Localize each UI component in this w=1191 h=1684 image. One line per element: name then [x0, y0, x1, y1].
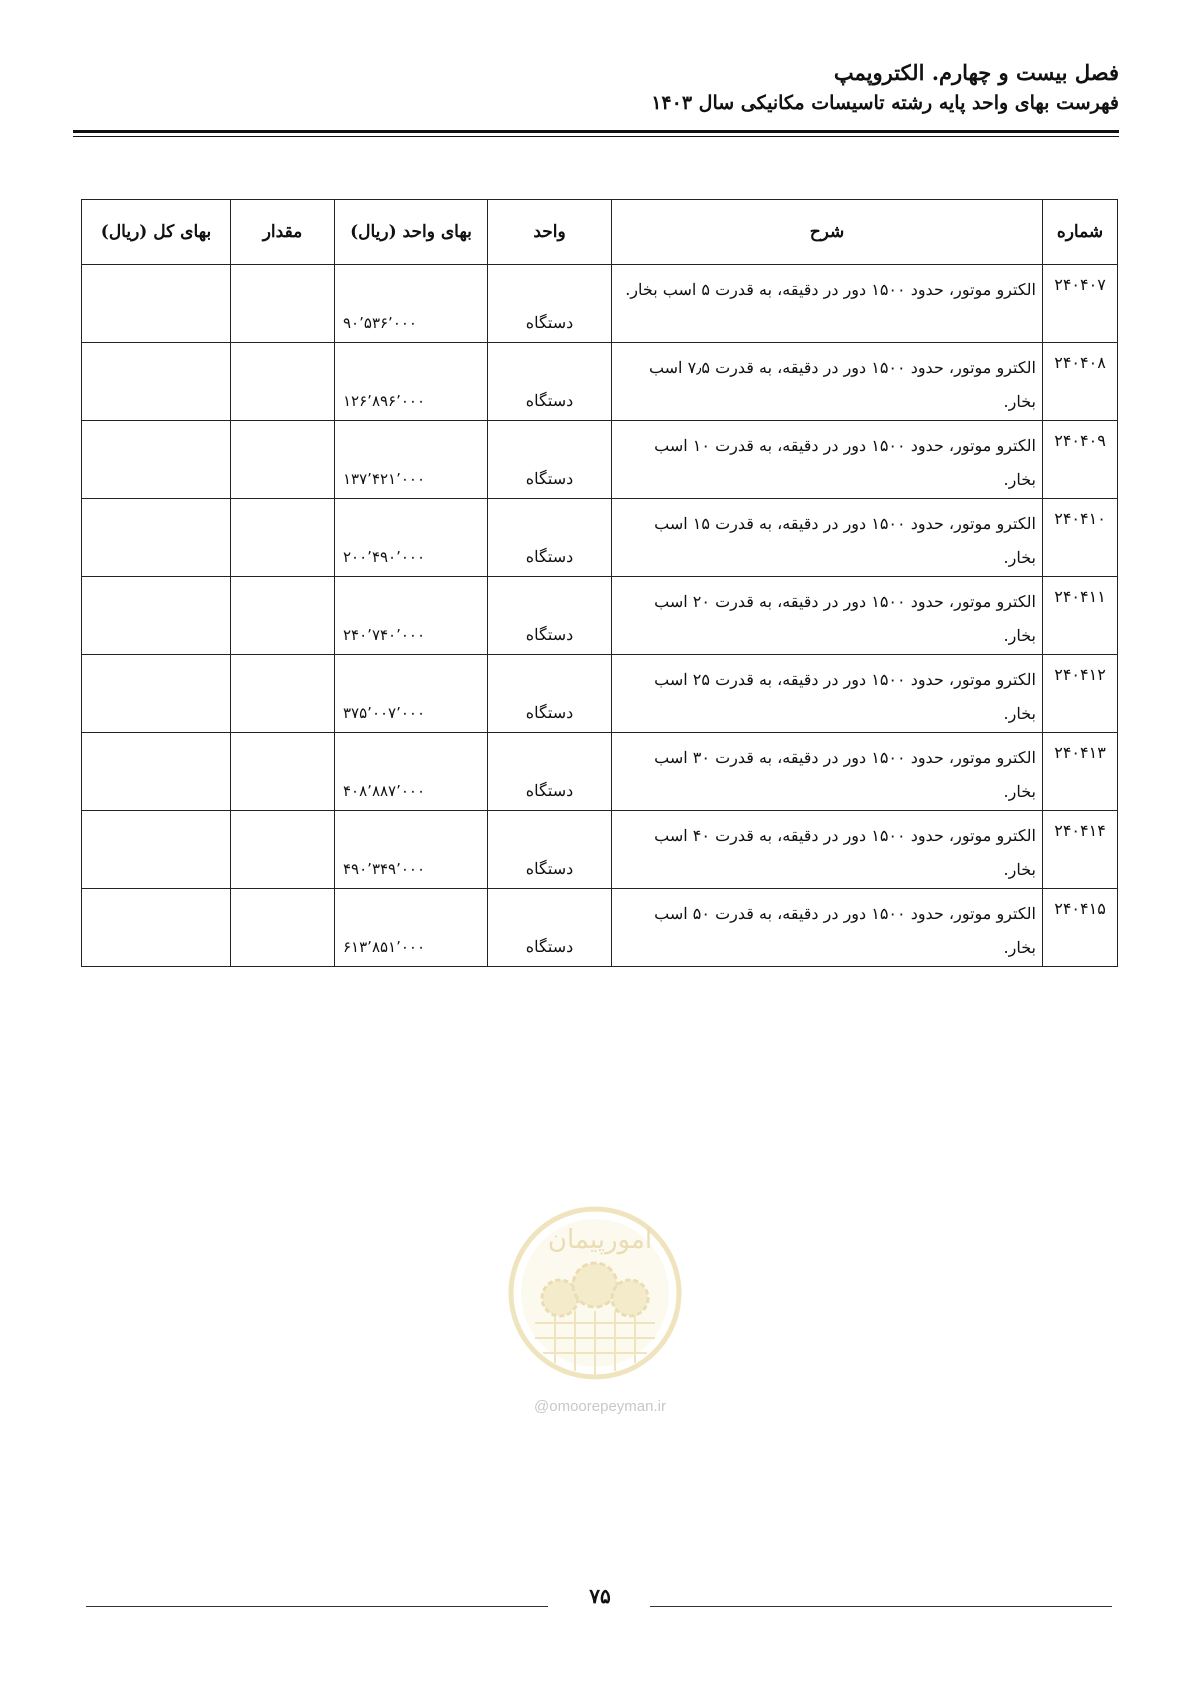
- header-rule-thick: [73, 130, 1119, 133]
- item-unit: دستگاه: [488, 889, 612, 967]
- table-row: [82, 811, 1118, 889]
- item-total-price: [82, 343, 231, 421]
- item-total-price: [82, 577, 231, 655]
- footer-rule-left: [86, 1606, 548, 1607]
- item-unit-price: ۹۰٬۵۳۶٬۰۰۰: [335, 265, 488, 343]
- item-unit-price: ۶۱۳٬۸۵۱٬۰۰۰: [335, 889, 488, 967]
- item-description: الکترو موتور، حدود ۱۵۰۰ دور در دقیقه، به قدرت ۵۰ اسب بخار.: [612, 889, 1043, 967]
- item-description: الکترو موتور، حدود ۱۵۰۰ دور در دقیقه، به قدرت ۵ اسب بخار.: [612, 265, 1043, 343]
- item-quantity: [231, 655, 335, 733]
- item-unit: دستگاه: [488, 421, 612, 499]
- item-description: الکترو موتور، حدود ۱۵۰۰ دور در دقیقه، به قدرت ۲۵ اسب بخار.: [612, 655, 1043, 733]
- item-unit-price: ۲۴۰٬۷۴۰٬۰۰۰: [335, 577, 488, 655]
- document-subtitle: فهرست بهای واحد پایه رشته تاسیسات مکانیکی سال ۱۴۰۳: [651, 92, 1119, 114]
- table-row: [82, 655, 1118, 733]
- table-row: [82, 577, 1118, 655]
- item-code: ۲۴۰۴۱۰: [1043, 499, 1118, 577]
- column-header-code: شماره: [1043, 200, 1118, 265]
- item-unit: دستگاه: [488, 577, 612, 655]
- item-code: ۲۴۰۴۱۱: [1043, 577, 1118, 655]
- chapter-title: فصل بیست و چهارم. الکتروپمپ: [833, 60, 1119, 85]
- item-code: ۲۴۰۴۰۷: [1043, 265, 1118, 343]
- footer-rule-right: [650, 1606, 1112, 1607]
- watermark-logo: [505, 1203, 685, 1383]
- item-code: ۲۴۰۴۱۲: [1043, 655, 1118, 733]
- item-description: الکترو موتور، حدود ۱۵۰۰ دور در دقیقه، به قدرت ۲۰ اسب بخار.: [612, 577, 1043, 655]
- item-unit-price: ۴۹۰٬۳۴۹٬۰۰۰: [335, 811, 488, 889]
- item-total-price: [82, 265, 231, 343]
- item-unit: دستگاه: [488, 499, 612, 577]
- page-number: ۷۵: [589, 1584, 611, 1608]
- item-unit: دستگاه: [488, 811, 612, 889]
- item-unit: دستگاه: [488, 265, 612, 343]
- item-code: ۲۴۰۴۱۵: [1043, 889, 1118, 967]
- table-row: [82, 343, 1118, 421]
- page-header: [69, 58, 1119, 118]
- item-description: الکترو موتور، حدود ۱۵۰۰ دور در دقیقه، به قدرت ۴۰ اسب بخار.: [612, 811, 1043, 889]
- item-total-price: [82, 889, 231, 967]
- item-code: ۲۴۰۴۱۳: [1043, 733, 1118, 811]
- table-row: [82, 889, 1118, 967]
- item-unit-price: ۱۳۷٬۴۲۱٬۰۰۰: [335, 421, 488, 499]
- item-quantity: [231, 265, 335, 343]
- item-code: ۲۴۰۴۰۸: [1043, 343, 1118, 421]
- item-total-price: [82, 811, 231, 889]
- column-header-total-price: بهای کل (ریال): [82, 200, 231, 265]
- item-unit-price: ۴۰۸٬۸۸۷٬۰۰۰: [335, 733, 488, 811]
- item-quantity: [231, 343, 335, 421]
- item-quantity: [231, 577, 335, 655]
- item-total-price: [82, 733, 231, 811]
- item-code: ۲۴۰۴۱۴: [1043, 811, 1118, 889]
- item-quantity: [231, 889, 335, 967]
- price-table: [81, 199, 1118, 967]
- watermark-url: @omoorepeyman.ir: [534, 1398, 666, 1415]
- item-quantity: [231, 811, 335, 889]
- item-code: ۲۴۰۴۰۹: [1043, 421, 1118, 499]
- column-header-quantity: مقدار: [231, 200, 335, 265]
- table-row: [82, 265, 1118, 343]
- table-row: [82, 733, 1118, 811]
- table-row: [82, 421, 1118, 499]
- item-unit: دستگاه: [488, 343, 612, 421]
- item-unit: دستگاه: [488, 655, 612, 733]
- header-rule-thin: [73, 136, 1119, 137]
- gear-logo-icon: [505, 1203, 685, 1383]
- item-description: الکترو موتور، حدود ۱۵۰۰ دور در دقیقه، به قدرت ۷٫۵ اسب بخار.: [612, 343, 1043, 421]
- item-unit-price: ۱۲۶٬۸۹۶٬۰۰۰: [335, 343, 488, 421]
- item-quantity: [231, 733, 335, 811]
- item-description: الکترو موتور، حدود ۱۵۰۰ دور در دقیقه، به قدرت ۱۰ اسب بخار.: [612, 421, 1043, 499]
- column-header-unit-price: بهای واحد (ریال): [335, 200, 488, 265]
- svg-text:امورپیمان: امورپیمان: [547, 1225, 653, 1255]
- item-description: الکترو موتور، حدود ۱۵۰۰ دور در دقیقه، به قدرت ۱۵ اسب بخار.: [612, 499, 1043, 577]
- table-row: [82, 499, 1118, 577]
- item-description: الکترو موتور، حدود ۱۵۰۰ دور در دقیقه، به قدرت ۳۰ اسب بخار.: [612, 733, 1043, 811]
- item-quantity: [231, 499, 335, 577]
- item-unit-price: ۲۰۰٬۴۹۰٬۰۰۰: [335, 499, 488, 577]
- item-quantity: [231, 421, 335, 499]
- column-header-description: شرح: [612, 200, 1043, 265]
- column-header-unit: واحد: [488, 200, 612, 265]
- item-total-price: [82, 421, 231, 499]
- item-total-price: [82, 499, 231, 577]
- item-total-price: [82, 655, 231, 733]
- item-unit-price: ۳۷۵٬۰۰۷٬۰۰۰: [335, 655, 488, 733]
- item-unit: دستگاه: [488, 733, 612, 811]
- table-header-row: [82, 200, 1118, 265]
